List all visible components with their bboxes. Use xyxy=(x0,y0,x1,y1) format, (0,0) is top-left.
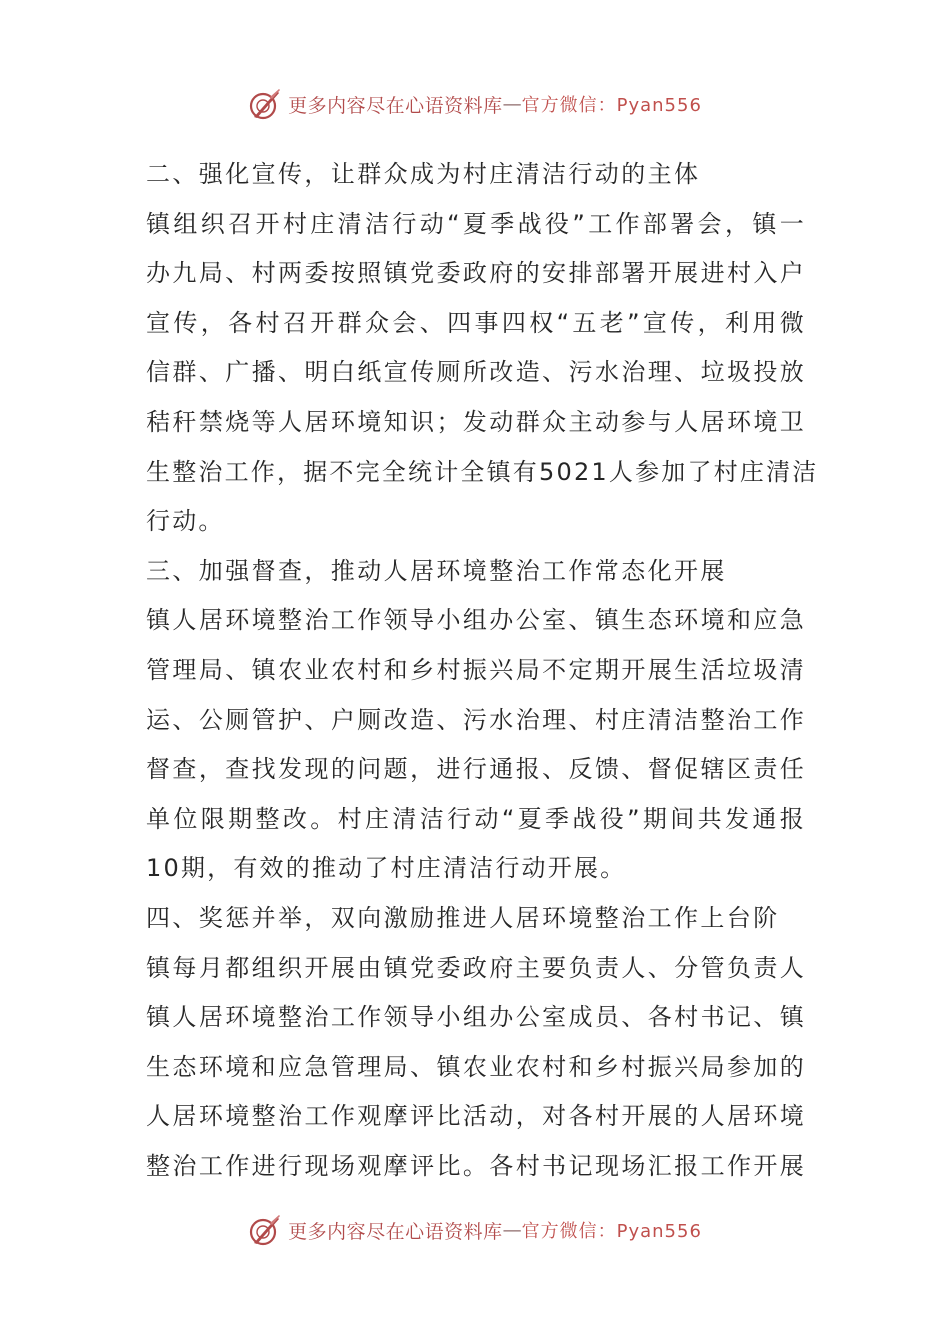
watermark-separator: — xyxy=(502,1219,522,1241)
paragraph-line: 督查，查找发现的问题，进行通报、反馈、督促辖区责任 xyxy=(146,755,806,784)
watermark-separator: — xyxy=(502,93,522,115)
paragraph-line: 宣传，各村召开群众会、四事四权“五老”宣传，利用微 xyxy=(146,308,806,337)
section-heading: 二、强化宣传，让群众成为村庄清洁行动的主体 xyxy=(146,160,701,188)
footer-watermark xyxy=(0,1208,950,1252)
section-heading: 三、加强督查，推动人居环境整治工作常态化开展 xyxy=(146,556,727,585)
paragraph-line: 管理局、镇农业农村和乡村振兴局不定期开展生活垃圾清 xyxy=(146,655,806,684)
paragraph-line: 运、公厕管护、户厕改造、污水治理、村庄清洁整治工作 xyxy=(146,705,806,734)
watermark-text: 更多内容尽在心语资料库 xyxy=(288,94,503,117)
watermark-contact: 官方微信：Pyan556 xyxy=(521,95,702,116)
quill-logo-icon xyxy=(248,1213,282,1247)
paragraph-line: 生态环境和应急管理局、镇农业农村和乡村振兴局参加的 xyxy=(146,1052,806,1081)
paragraph-line: 秸秆禁烧等人居环境知识；发动群众主动参与人居环境卫 xyxy=(146,407,806,436)
paragraph-line: 生整治工作，据不完全统计全镇有5021人参加了村庄清洁 xyxy=(146,457,819,486)
section-heading: 四、奖惩并举，双向激励推进人居环境整治工作上台阶 xyxy=(146,903,780,932)
paragraph-line: 镇每月都组织开展由镇党委政府主要负责人、分管负责人 xyxy=(146,953,806,982)
paragraph-line: 10期，有效的推动了村庄清洁行动开展。 xyxy=(146,854,627,883)
paragraph-line: 镇人居环境整治工作领导小组办公室成员、各村书记、镇 xyxy=(146,1003,806,1032)
paragraph-line: 人居环境整治工作观摩评比活动，对各村开展的人居环境 xyxy=(146,1102,806,1131)
document-body xyxy=(146,150,819,1191)
paragraph-line: 整治工作进行现场观摩评比。各村书记现场汇报工作开展 xyxy=(146,1151,806,1180)
paragraph-line: 镇组织召开村庄清洁行动“夏季战役”工作部署会，镇一 xyxy=(146,209,806,238)
watermark-contact: 官方微信：Pyan556 xyxy=(521,1221,702,1242)
watermark-text: 更多内容尽在心语资料库 xyxy=(288,1220,503,1243)
quill-logo-icon xyxy=(248,87,282,121)
paragraph-line: 办九局、村两委按照镇党委政府的安排部署开展进村入户 xyxy=(146,259,806,288)
paragraph-line: 单位限期整改。村庄清洁行动“夏季战役”期间共发通报 xyxy=(146,804,806,833)
paragraph-line: 行动。 xyxy=(146,507,225,536)
header-watermark xyxy=(0,82,950,126)
paragraph-line: 信群、广播、明白纸宣传厕所改造、污水治理、垃圾投放 xyxy=(146,358,806,387)
paragraph-line: 镇人居环境整治工作领导小组办公室、镇生态环境和应急 xyxy=(146,606,806,635)
